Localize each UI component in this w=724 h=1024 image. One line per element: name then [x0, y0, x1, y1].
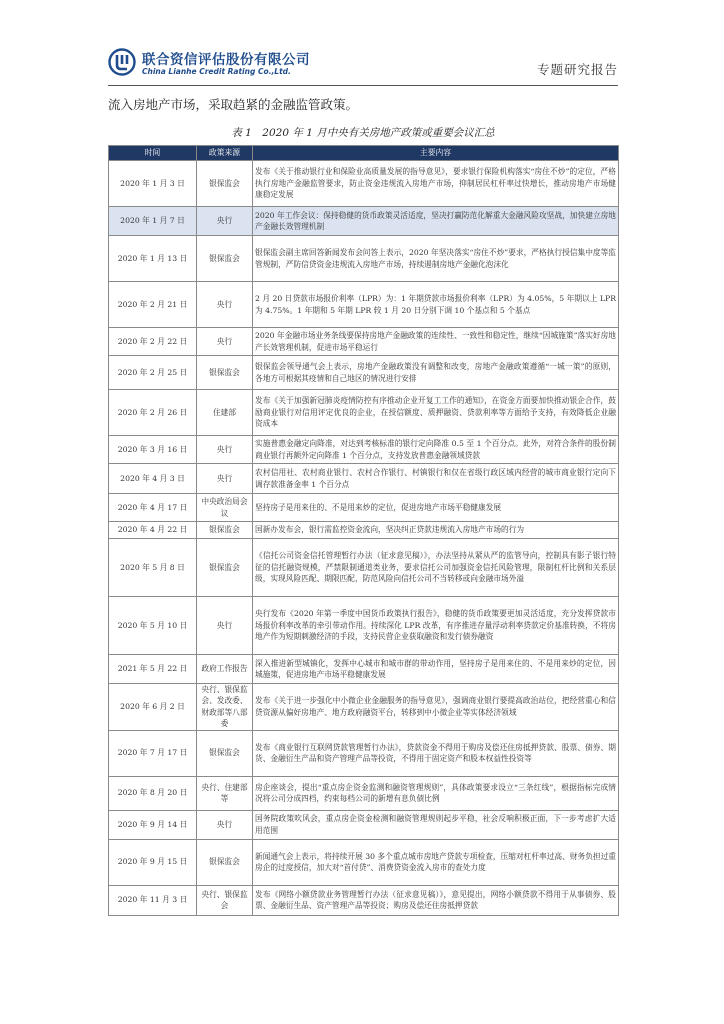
row-content: 央行发布《2020 年第一季度中国货币政策执行报告》，稳健的货币政策要更加灵活适度，充分发挥贷款市场报价利率改革的牵引带动作用。持续深化 LPR 改革，有序推进存量浮动利率贷款定价基准转换，不将房地产作为短期刺激经济的手段，支持民营企业获取融资和发行债券融资 [253, 597, 619, 655]
row-content: 2020 年金融市场业务条线要保持房地产金融政策的连续性、一致性和稳定性，继续“因城施策”落实好房地产长效管理机制，促进市场平稳运行 [253, 328, 619, 356]
table-row [109, 810, 619, 839]
table-row [109, 885, 619, 915]
row-source: 银保监会 [197, 730, 253, 776]
row-date: 2020 年 5 月 10 日 [109, 597, 197, 655]
table-row [109, 464, 619, 494]
row-date: 2020 年 3 月 16 日 [109, 436, 197, 464]
col-header-content: 主要内容 [253, 146, 619, 161]
table-row [109, 776, 619, 810]
page-header [108, 46, 618, 86]
row-date: 2020 年 2 月 26 日 [109, 390, 197, 436]
table-row [109, 436, 619, 464]
table-header-row [109, 146, 619, 161]
table-row [109, 730, 619, 776]
header-divider [108, 85, 618, 86]
row-source: 银保监会 [197, 161, 253, 207]
row-content: 2020 年工作会议：保持稳健的货币政策灵活适度，坚决打赢防范化解重大金融风险攻坚战，加快建立房地产金融长效管理机制 [253, 207, 619, 236]
company-name-cn: 联合资信评估股份有限公司 [142, 52, 310, 68]
row-date: 2020 年 4 月 17 日 [109, 494, 197, 522]
table-row [109, 207, 619, 236]
report-type-label: 专题研究报告 [536, 62, 618, 77]
table-row [109, 597, 619, 655]
row-date: 2020 年 2 月 25 日 [109, 356, 197, 390]
table-row [109, 161, 619, 207]
row-date: 2020 年 7 月 17 日 [109, 730, 197, 776]
row-content: 2 月 20 日贷款市场报价利率（LPR）为：1 年期贷款市场报价利率（LPR）为 4.05%，5 年期以上 LPR 为 4.75%。1 年期和 5 年期 LPR 较 1 月 20 日分别下调 10 个基点和 5 个基点 [253, 282, 619, 328]
row-content: 国新办发布会，银行需监控资金流向，坚决纠正贷款违规流入房地产市场的行为 [253, 522, 619, 539]
row-source: 央行 [197, 464, 253, 494]
row-date: 2020 年 6 月 2 日 [109, 684, 197, 731]
row-content: 深入推进新型城镇化，发挥中心城市和城市群的带动作用，坚持房子是用来住的、不是用来炒的定位，因城施策，促进房地产市场平稳健康发展 [253, 655, 619, 684]
row-source: 央行 [197, 597, 253, 655]
col-header-source: 政策来源 [197, 146, 253, 161]
row-source: 央行、银保监会 [197, 885, 253, 915]
table-row [109, 328, 619, 356]
row-date: 2020 年 11 月 3 日 [109, 885, 197, 915]
row-source: 央行 [197, 436, 253, 464]
row-content: 坚持房子是用来住的、不是用来炒的定位，促进房地产市场平稳健康发展 [253, 494, 619, 522]
row-source: 央行 [197, 810, 253, 839]
row-source: 银保监会 [197, 236, 253, 282]
table-row [109, 356, 619, 390]
company-name-en: China Lianhe Credit Rating Co.,Ltd. [142, 67, 291, 76]
table-row [109, 494, 619, 522]
policy-table [108, 145, 619, 916]
row-content: 《信托公司资金信托管理暂行办法（征求意见稿）》，办法坚持从紧从严的监管导向，控制具有影子银行特征的信托融资规模，严禁限制通道类业务，要求信托公司加强资金信托风险管理，限制杠杆比例和关系层级，实现风险匹配、期限匹配，防范风险向信托公司不当转移或向金融市场外溢 [253, 539, 619, 597]
row-content: 发布《关于加强新冠肺炎疫情防控有序推动企业开复工工作的通知》，在资金方面要加快推动银企合作，鼓励商业银行对信用评定优良的企业，在授信额度、质押融资、贷款利率等方面给予支持，有效降低企业融资成本 [253, 390, 619, 436]
col-header-date: 时间 [109, 146, 197, 161]
row-content: 发布《网络小额贷款业务管理暂行办法（征求意见稿）》，意见提出，网络小额贷款不得用于从事债券、股票、金融衍生品、资产管理产品等投资；购房及偿还住房抵押贷款 [253, 885, 619, 915]
row-content: 农村信用社、农村商业银行、农村合作银行、村镇银行和仅在省级行政区域内经营的城市商业银行定向下调存款准备金率 1 个百分点 [253, 464, 619, 494]
intro-paragraph: 流入房地产市场，采取趋紧的金融监管政策。 [108, 97, 359, 112]
row-date: 2020 年 2 月 21 日 [109, 282, 197, 328]
row-source: 央行 [197, 282, 253, 328]
row-date: 2020 年 8 月 20 日 [109, 776, 197, 810]
row-source: 政府工作报告 [197, 655, 253, 684]
row-source: 中央政治局会议 [197, 494, 253, 522]
row-date: 2020 年 1 月 13 日 [109, 236, 197, 282]
row-source: 央行、住建部等 [197, 776, 253, 810]
table-row [109, 839, 619, 885]
table-row [109, 282, 619, 328]
row-date: 2020 年 5 月 8 日 [109, 539, 197, 597]
row-content: 新闻通气会上表示，将持续开展 30 多个重点城市房地产贷款专项检查，压缩对杠杆率过高、财务负担过重房企的过度授信，加大对“首付贷”、消费贷资金流入房市的查处力度 [253, 839, 619, 885]
row-date: 2020 年 1 月 7 日 [109, 207, 197, 236]
table-row [109, 539, 619, 597]
row-source: 银保监会 [197, 839, 253, 885]
row-source: 央行 [197, 207, 253, 236]
row-date: 2020 年 9 月 15 日 [109, 839, 197, 885]
company-logo-icon [108, 48, 136, 76]
table-row [109, 522, 619, 539]
row-date: 2020 年 4 月 22 日 [109, 522, 197, 539]
row-date: 2020 年 4 月 3 日 [109, 464, 197, 494]
table-row [109, 684, 619, 731]
row-content: 国务院政策吹风会，重点房企资金检测和融资管理规则起步平稳，社会反响积极正面，下一步考虑扩大适用范围 [253, 810, 619, 839]
row-content: 发布《商业银行互联网贷款管理暂行办法》，贷款资金不得用于购房及偿还住房抵押贷款、股票、债券、期货、金融衍生产品和资产管理产品等投资，不得用于固定资产和股本权益性投资等 [253, 730, 619, 776]
row-content: 银保监会领导通气会上表示，房地产金融政策没有调整和改变，房地产金融政策遵循“一城一策”的原则，各地方可根据其疫情和自己地区的情况进行安排 [253, 356, 619, 390]
table-row [109, 236, 619, 282]
row-content: 实施普惠金融定向降准，对达到考核标准的银行定向降准 0.5 至 1 个百分点。此外，对符合条件的股份制商业银行再额外定向降准 1 个百分点，支持发放普惠金融领域贷款 [253, 436, 619, 464]
row-content: 房企座谈会，提出“重点房企资金监测和融资管理规则”，具体政策要求设立“三条红线”，根据指标完成情况将公司分成四档，约束每档公司的新增有息负债比例 [253, 776, 619, 810]
row-date: 2020 年 2 月 22 日 [109, 328, 197, 356]
row-source: 银保监会 [197, 539, 253, 597]
row-date: 2021 年 5 月 22 日 [109, 655, 197, 684]
row-source: 央行 [197, 328, 253, 356]
row-date: 2020 年 9 月 14 日 [109, 810, 197, 839]
table-row [109, 655, 619, 684]
table-caption: 表 1 2020 年 1 月中央有关房地产政策或重要会议汇总 [231, 127, 495, 139]
row-date: 2020 年 1 月 3 日 [109, 161, 197, 207]
table-row [109, 390, 619, 436]
row-content: 银保监会副主席回答新闻发布会问答上表示，2020 年坚决落实“房住不炒”要求，严格执行授信集中度等监管规制，严防信贷资金违规流入房地产市场，持续遏制房地产金融化泡沫化 [253, 236, 619, 282]
row-source: 银保监会 [197, 356, 253, 390]
row-content: 发布《关于进一步强化中小微企业金融服务的指导意见》，强调商业银行要提高政治站位，把经营重心和信贷资源从偏好房地产、地方政府融资平台，转移到中小微企业等实体经济领域 [253, 684, 619, 731]
row-content: 发布《关于推动银行业和保险业高质量发展的指导意见》，要求银行保险机构落实“房住不炒”的定位，严格执行房地产金融监管要求，防止资金违规流入房地产市场，抑制居民杠杆率过快增长，推动房地产市场健康稳定发展 [253, 161, 619, 207]
row-source: 住建部 [197, 390, 253, 436]
row-source: 央行、银保监会、发改委、财政部等八部委 [197, 684, 253, 731]
row-source: 银保监会 [197, 522, 253, 539]
